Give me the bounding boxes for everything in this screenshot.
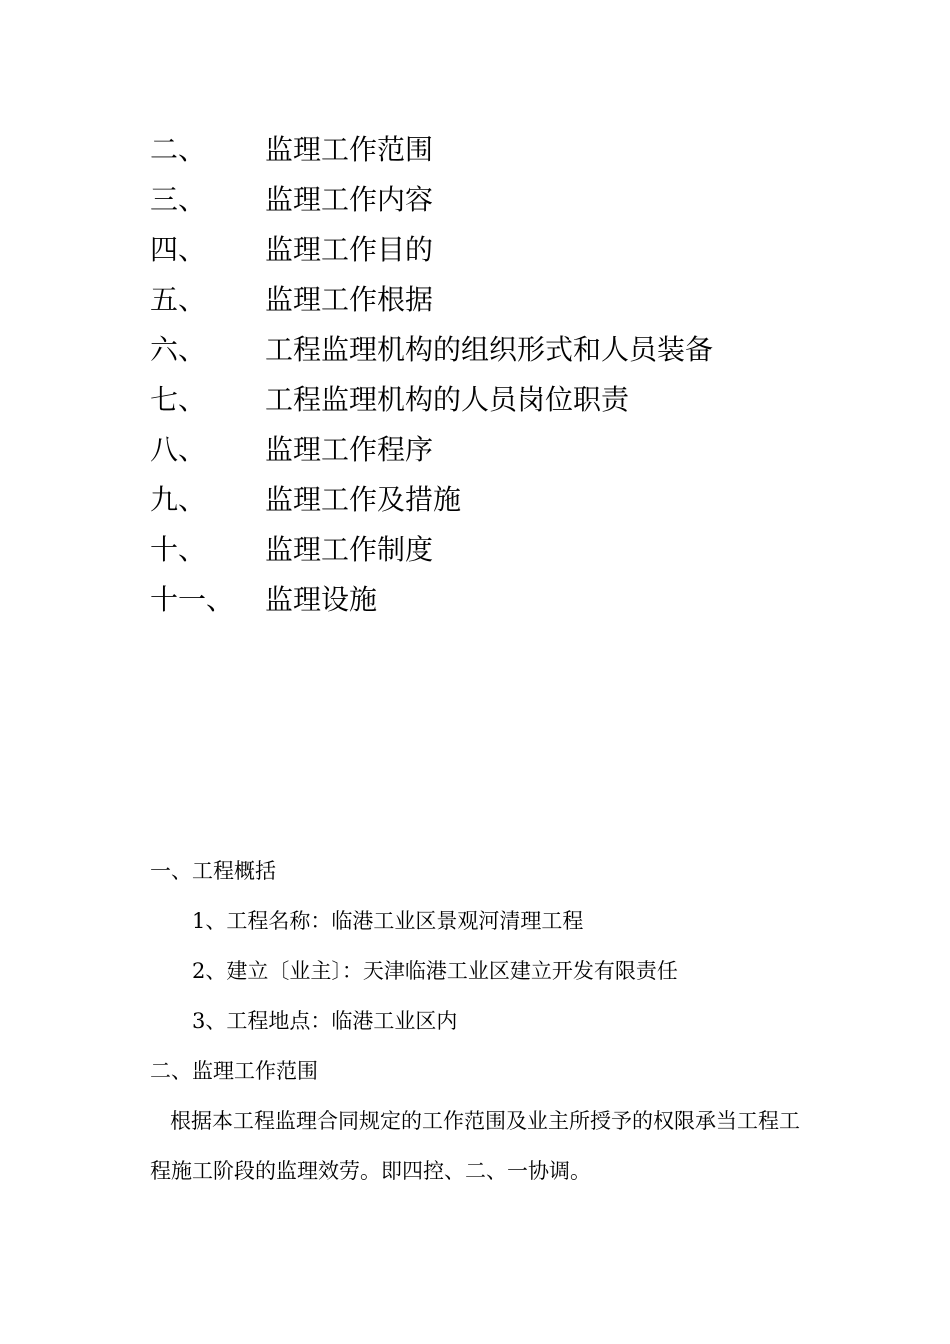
list-item: 3、工程地点：临港工业区内 xyxy=(192,1009,458,1033)
toc-item-number: 八、 xyxy=(150,433,207,466)
toc-item-number: 四、 xyxy=(150,233,207,266)
toc-item-title: 监理工作根据 xyxy=(265,283,434,316)
toc-item-title: 监理工作制度 xyxy=(265,533,434,566)
toc-item-number: 二、 xyxy=(150,133,207,166)
document-body xyxy=(150,846,810,1196)
section-heading-overview: 一、工程概括 xyxy=(150,859,276,883)
section-heading-scope: 二、监理工作范围 xyxy=(150,1059,318,1083)
toc-item-number: 六、 xyxy=(150,333,207,366)
list-item: 2、建立〔业主〕：天津临港工业区建立开发有限责任 xyxy=(192,959,678,983)
toc-item xyxy=(150,175,850,225)
toc-item-title: 监理工作目的 xyxy=(265,233,434,266)
toc-item-title: 工程监理机构的组织形式和人员装备 xyxy=(265,333,714,366)
table-of-contents xyxy=(150,125,850,625)
toc-item xyxy=(150,425,850,475)
toc-item-number: 十、 xyxy=(150,533,207,566)
toc-item xyxy=(150,125,850,175)
toc-item-title: 监理工作程序 xyxy=(265,433,434,466)
toc-item xyxy=(150,575,850,625)
toc-item xyxy=(150,525,850,575)
scope-paragraph: 根据本工程监理合同规定的工作范围及业主所授予的权限承当工程工程施工阶段的监理效劳。即四控、二、一协调。 xyxy=(150,1109,800,1183)
toc-item-number: 七、 xyxy=(150,383,207,416)
toc-item xyxy=(150,375,850,425)
toc-item xyxy=(150,475,850,525)
toc-item-number: 三、 xyxy=(150,183,207,216)
toc-item xyxy=(150,325,850,375)
toc-item-title: 工程监理机构的人员岗位职责 xyxy=(265,383,630,416)
toc-item-title: 监理工作内容 xyxy=(265,183,434,216)
toc-item-title: 监理工作及措施 xyxy=(265,483,462,516)
list-item: 1、工程名称：临港工业区景观河清理工程 xyxy=(192,909,584,933)
toc-item-number: 五、 xyxy=(150,283,207,316)
toc-item xyxy=(150,275,850,325)
toc-item-title: 监理工作范围 xyxy=(265,133,434,166)
toc-item-title: 监理设施 xyxy=(265,583,378,616)
toc-item-number: 十一、 xyxy=(150,583,235,616)
toc-item-number: 九、 xyxy=(150,483,207,516)
toc-item xyxy=(150,225,850,275)
